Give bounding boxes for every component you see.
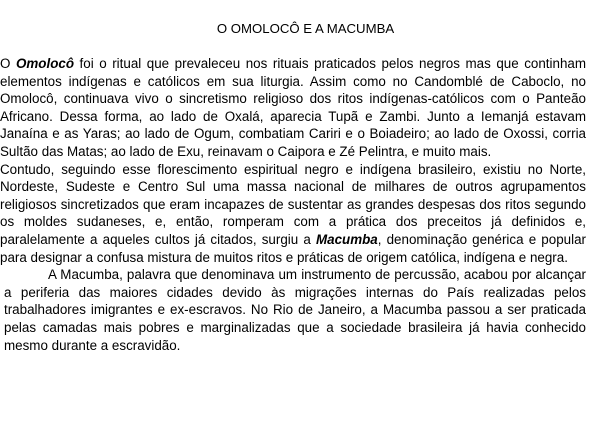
document-body xyxy=(0,55,586,354)
paragraph-macumba-spread: A Macumba, palavra que denominava um instrumento de percussão, acabou por alcançar a periferia das maiores cidades devido às migrações internas do País realizadas pelos trabalhadores imigrantes e ex-escravos. No Rio de Janeiro, a Macumba passou a ser praticada pelas camadas mais pobres e marginalizadas que a sociedade brasileira já havia conhecido mesmo durante a escravidão. xyxy=(4,267,586,353)
paragraph-macumba-origin xyxy=(0,161,586,267)
keyword-macumba: Macumba xyxy=(315,231,378,247)
paragraph-omoloco xyxy=(0,55,586,161)
document-title: O OMOLOCÔ E A MACUMBA xyxy=(216,21,395,36)
keyword-omoloco: Omolocô xyxy=(15,56,74,71)
paragraph-text: foi o ritual que prevaleceu nos rituais praticados pelos negros mas que continham elementos indígenas e católicos em sua liturgia. Assim como no Candomblé de Caboclo, no Omolocô, continuava vivo o sincretismo religioso dos ritos indígenas-católicos com o Panteão Africano. Dessa forma, ao lado de Oxalá, aparecia Tupã e Zambi. Junto a Iemanjá estavam Janaína e as Yaras; ao lado de Ogum, combatiam Cariri e o Boiadeiro; ao lado de Oxossi, corria Sultão das Matas; ao lado de Exu, reinavam o Caipora e Zé Pelintra, e muito mais. xyxy=(0,56,587,159)
paragraph-text: , denominação genérica e popular para designar a confusa mistura de muitos ritos e práticas de origem católica, indígena e negra. xyxy=(0,231,586,265)
paragraph-lead: O xyxy=(0,56,16,71)
paragraph-lead: Contudo, seguindo esse florescimento espiritual negro e indígena brasileiro, existiu no Norte, Nordeste, Sudeste e Centro Sul uma massa nacional de milhares de outros agrupamentos religiosos sincretizados que eram incapazes de sustentar as grandes despesas dos ritos segundo os moldes sudaneses, e, então, romperam com a prática dos preceitos já definidos e, paralelamente a aqueles cultos já citados, surgiu a xyxy=(0,161,586,247)
